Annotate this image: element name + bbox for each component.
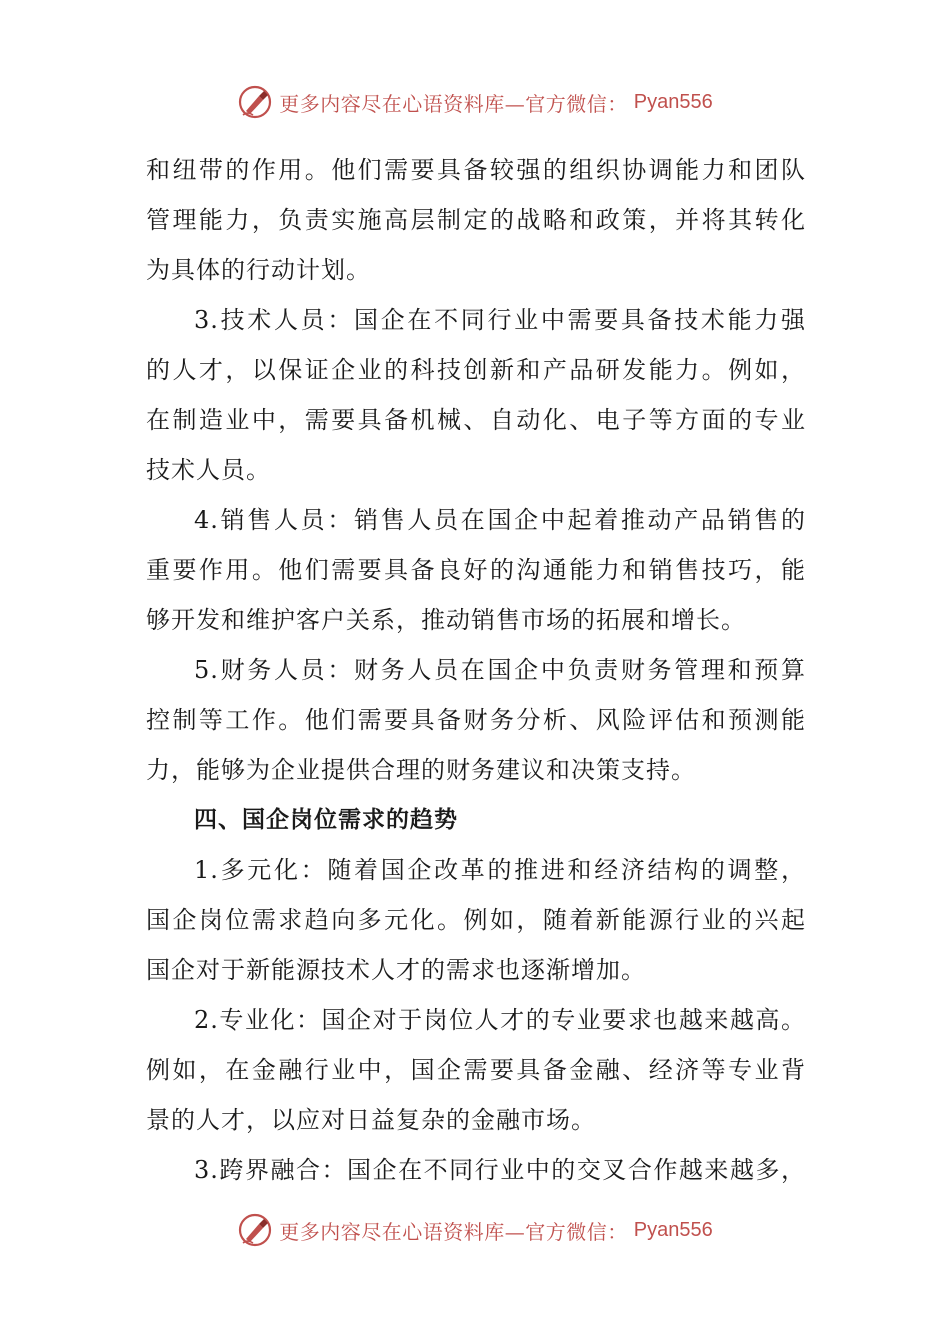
paragraph-line: 的人才，以保证企业的科技创新和产品研发能力。例如， [146, 356, 806, 384]
watermark-text: 更多内容尽在心语资料库—官方微信： [279, 1219, 628, 1244]
paragraph-line: 力，能够为企业提供合理的财务建议和决策支持。 [146, 756, 696, 784]
watermark-handle: Pyan556 [633, 1218, 713, 1241]
watermark-handle: Pyan556 [633, 90, 713, 113]
watermark-footer [0, 1210, 950, 1250]
pen-logo-icon [237, 84, 273, 120]
paragraph-line: 够开发和维护客户关系，推动销售市场的拓展和增长。 [146, 606, 746, 634]
paragraph-line: 为具体的行动计划。 [146, 256, 371, 284]
paragraph-line: 控制等工作。他们需要具备财务分析、风险评估和预测能 [146, 706, 806, 734]
paragraph-line: 例如，在金融行业中，国企需要具备金融、经济等专业背 [146, 1056, 806, 1084]
list-item-line: 3.技术人员：国企在不同行业中需要具备技术能力强 [194, 306, 806, 334]
pen-logo-icon [237, 1212, 273, 1248]
list-item-line: 4.销售人员：销售人员在国企中起着推动产品销售的 [194, 506, 806, 534]
paragraph-line: 和纽带的作用。他们需要具备较强的组织协调能力和团队 [146, 156, 806, 184]
paragraph-line: 技术人员。 [146, 456, 271, 484]
watermark-header [0, 82, 950, 122]
list-item-line: 3.跨界融合：国企在不同行业中的交叉合作越来越多， [194, 1156, 806, 1184]
paragraph-line: 在制造业中，需要具备机械、自动化、电子等方面的专业 [146, 406, 806, 434]
list-item-line: 1.多元化：随着国企改革的推进和经济结构的调整， [194, 856, 806, 884]
paragraph-line: 管理能力，负责实施高层制定的战略和政策，并将其转化 [146, 206, 806, 234]
list-item-line: 5.财务人员：财务人员在国企中负责财务管理和预算 [194, 656, 806, 684]
watermark-text: 更多内容尽在心语资料库—官方微信： [279, 91, 628, 116]
document-body [146, 145, 806, 1195]
list-item-line: 2.专业化：国企对于岗位人才的专业要求也越来越高。 [194, 1006, 806, 1034]
section-heading: 四、国企岗位需求的趋势 [194, 807, 458, 833]
paragraph-line: 国企岗位需求趋向多元化。例如，随着新能源行业的兴起 [146, 906, 806, 934]
paragraph-line: 重要作用。他们需要具备良好的沟通能力和销售技巧，能 [146, 556, 806, 584]
paragraph-line: 国企对于新能源技术人才的需求也逐渐增加。 [146, 956, 646, 984]
paragraph-line: 景的人才，以应对日益复杂的金融市场。 [146, 1106, 596, 1134]
